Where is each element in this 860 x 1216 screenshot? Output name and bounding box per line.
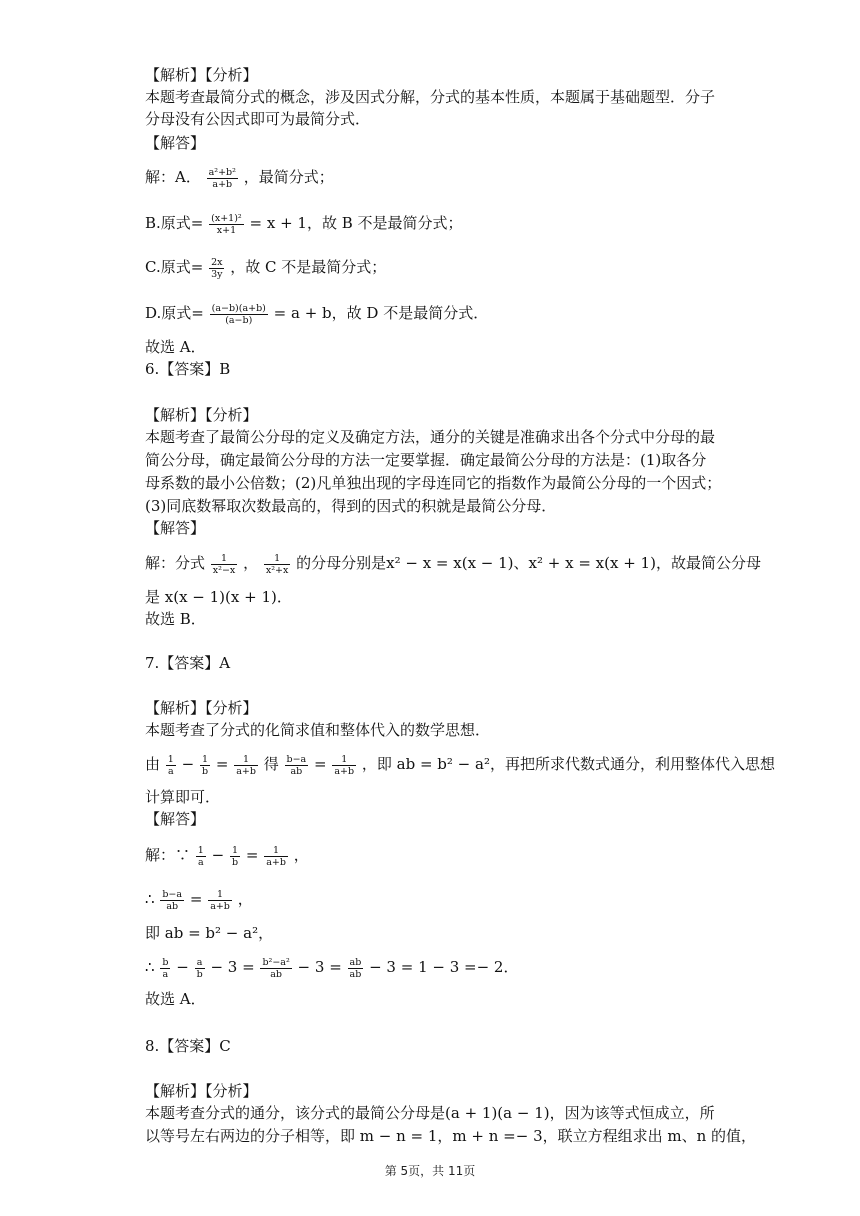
text-segment: =	[245, 846, 259, 864]
paragraph-line: 本题考查了最简公分母的定义及确定方法，通分的关键是准确求出各个分式中分母的最	[145, 428, 716, 446]
section-heading: 【解析】【分析】	[145, 1082, 258, 1100]
fraction	[264, 553, 290, 576]
denominator: ab	[270, 968, 282, 980]
section-heading: 【解答】	[145, 810, 206, 828]
fraction	[211, 553, 237, 576]
fraction	[260, 957, 291, 980]
denominator: a+b	[236, 765, 256, 777]
fraction	[166, 754, 176, 777]
text-segment: = a + b，故 D 不是最简分式．	[273, 304, 489, 322]
fraction	[348, 957, 364, 980]
formula-line	[145, 302, 488, 326]
text-segment: B.原式=	[145, 214, 204, 232]
paragraph-line: 以等号左右两边的分子相等，即 m − n = 1，m + n =− 3，联立方程组求出 m、n 的值，	[145, 1127, 757, 1145]
numerator: 1	[200, 754, 210, 766]
fraction	[196, 845, 206, 868]
text-segment: 解：分式	[145, 554, 206, 572]
section-heading: 【解析】【分析】	[145, 699, 258, 717]
section-heading: 【解析】【分析】	[145, 406, 258, 424]
text-segment: ，故 C 不是最简分式；	[230, 258, 387, 276]
numerator: 1	[230, 845, 240, 857]
denominator: ab	[290, 765, 303, 777]
denominator: a+b	[210, 900, 230, 912]
fraction	[209, 213, 244, 236]
numerator: b−a	[286, 753, 307, 765]
section-heading: 【解答】	[145, 134, 206, 152]
paragraph-line: 分母没有公因式即可为最简分式．	[145, 110, 371, 128]
numerator: 1	[208, 889, 232, 901]
denominator: b	[231, 856, 239, 868]
fraction	[234, 754, 258, 777]
numerator: (x+1)²	[211, 212, 242, 224]
denominator: b	[196, 968, 203, 980]
paragraph-line: 故选 A．	[145, 338, 206, 356]
numerator: b²−a²	[262, 956, 290, 968]
text-segment: D.原式=	[145, 304, 204, 322]
denominator: a+b	[266, 856, 286, 868]
numerator: b	[162, 956, 169, 968]
denominator: ab	[166, 900, 179, 912]
text-segment: ，	[243, 554, 259, 572]
text-segment: ，	[293, 846, 309, 864]
section-heading: 【解析】【分析】	[145, 66, 258, 84]
paragraph-line: 本题考查了分式的化简求值和整体代入的数学思想．	[145, 721, 491, 739]
fraction	[195, 957, 205, 980]
text-segment: ，即 ab = b² − a²，再把所求代数式通分，利用整体代入思想	[361, 755, 775, 773]
formula-line	[145, 212, 463, 236]
page-footer: 第 5页，共 11页	[384, 1164, 476, 1178]
fraction	[200, 754, 210, 777]
numerator: 1	[211, 553, 237, 565]
paragraph-line: 简公分母，确定最简公分母的方法一定要掌握．确定最简公分母的方法是：(1)取各分	[145, 451, 707, 469]
fraction	[230, 845, 240, 868]
denominator: 3y	[211, 268, 223, 280]
fraction	[264, 845, 288, 868]
text-segment: −	[181, 755, 195, 773]
fraction	[160, 957, 170, 980]
answer-heading: 8.【答案】C	[145, 1037, 231, 1055]
numerator: a	[195, 957, 205, 969]
text-segment: =	[314, 755, 327, 773]
denominator: a	[167, 765, 174, 777]
paragraph-line: 计算即可．	[145, 788, 221, 806]
numerator: 1	[332, 754, 356, 766]
denominator: b	[201, 765, 209, 777]
formula-line	[145, 844, 309, 868]
text-segment: ，最简分式；	[243, 168, 334, 186]
text-segment: =	[189, 890, 203, 908]
text-segment: C.原式=	[145, 258, 204, 276]
denominator: x²+x	[265, 564, 289, 576]
fraction	[285, 754, 309, 777]
text-segment: = x + 1，故 B 不是最简分式；	[249, 214, 463, 232]
text-segment: =	[215, 755, 229, 773]
numerator: 1	[167, 753, 174, 765]
text-segment: 由	[145, 755, 161, 773]
text-segment: ∴	[145, 890, 155, 908]
answer-heading: 7.【答案】A	[145, 654, 231, 672]
formula-line	[145, 552, 761, 576]
text-segment: ∴	[145, 958, 155, 976]
paragraph-line: 母系数的最小公倍数；(2)凡单独出现的字母连同它的指数作为最简公分母的一个因式；	[145, 474, 722, 492]
text-segment: 的分母分别是x² − x = x(x − 1)、x² + x = x(x + 1)，故最简公分母	[296, 554, 761, 572]
numerator: (a−b)(a+b)	[211, 302, 266, 314]
text-segment: − 3 = 1 − 3 =− 2．	[369, 958, 519, 976]
text-segment: − 3 =	[297, 958, 342, 976]
fraction	[210, 303, 268, 326]
denominator: a+b	[334, 765, 355, 777]
fraction	[209, 257, 224, 280]
denominator: a	[197, 856, 204, 868]
fraction	[208, 889, 232, 912]
answer-heading: 6.【答案】B	[145, 360, 231, 378]
text-segment: −	[176, 958, 189, 976]
paragraph-line: 即 ab = b² − a²，	[145, 924, 274, 942]
text-segment: − 3 =	[210, 958, 255, 976]
numerator: 2x	[209, 257, 224, 269]
denominator: x+1	[216, 224, 237, 236]
formula-line	[145, 166, 334, 190]
formula-line	[145, 888, 253, 912]
paragraph-line: 故选 A．	[145, 990, 206, 1008]
text-segment: −	[211, 846, 225, 864]
section-heading: 【解答】	[145, 519, 206, 537]
numerator: ab	[349, 956, 362, 968]
text-segment: 得	[263, 755, 279, 773]
numerator: 1	[264, 553, 290, 565]
paragraph-line: 故选 B．	[145, 610, 206, 628]
numerator: b−a	[162, 888, 183, 900]
numerator: 1	[234, 754, 258, 766]
formula-line	[145, 956, 518, 980]
fraction	[160, 889, 184, 912]
denominator: ab	[349, 968, 362, 980]
denominator: a	[162, 968, 169, 980]
paragraph-line: 是 x(x − 1)(x + 1)．	[145, 588, 292, 606]
paragraph-line: (3)同底数幂取次数最高的，得到的因式的积就是最简公分母．	[145, 497, 557, 515]
numerator: a²+b²	[208, 166, 236, 178]
formula-line	[145, 753, 775, 777]
text-segment: 解：∵	[145, 846, 191, 864]
numerator: 1	[264, 845, 288, 857]
text-segment: ，	[237, 890, 253, 908]
numerator: 1	[197, 844, 204, 856]
paragraph-line: 本题考查分式的通分，该分式的最简公分母是(a + 1)(a − 1)，因为该等式恒成立，所	[145, 1104, 715, 1122]
fraction	[332, 754, 356, 777]
formula-line	[145, 256, 386, 280]
denominator: x²−x	[212, 564, 236, 576]
denominator: a+b	[212, 178, 233, 190]
paragraph-line: 本题考查最简分式的概念，涉及因式分解，分式的基本性质，本题属于基础题型．分子	[145, 88, 716, 106]
text-segment: 解：A．	[145, 168, 201, 186]
fraction	[207, 167, 238, 190]
denominator: (a−b)	[225, 314, 253, 326]
